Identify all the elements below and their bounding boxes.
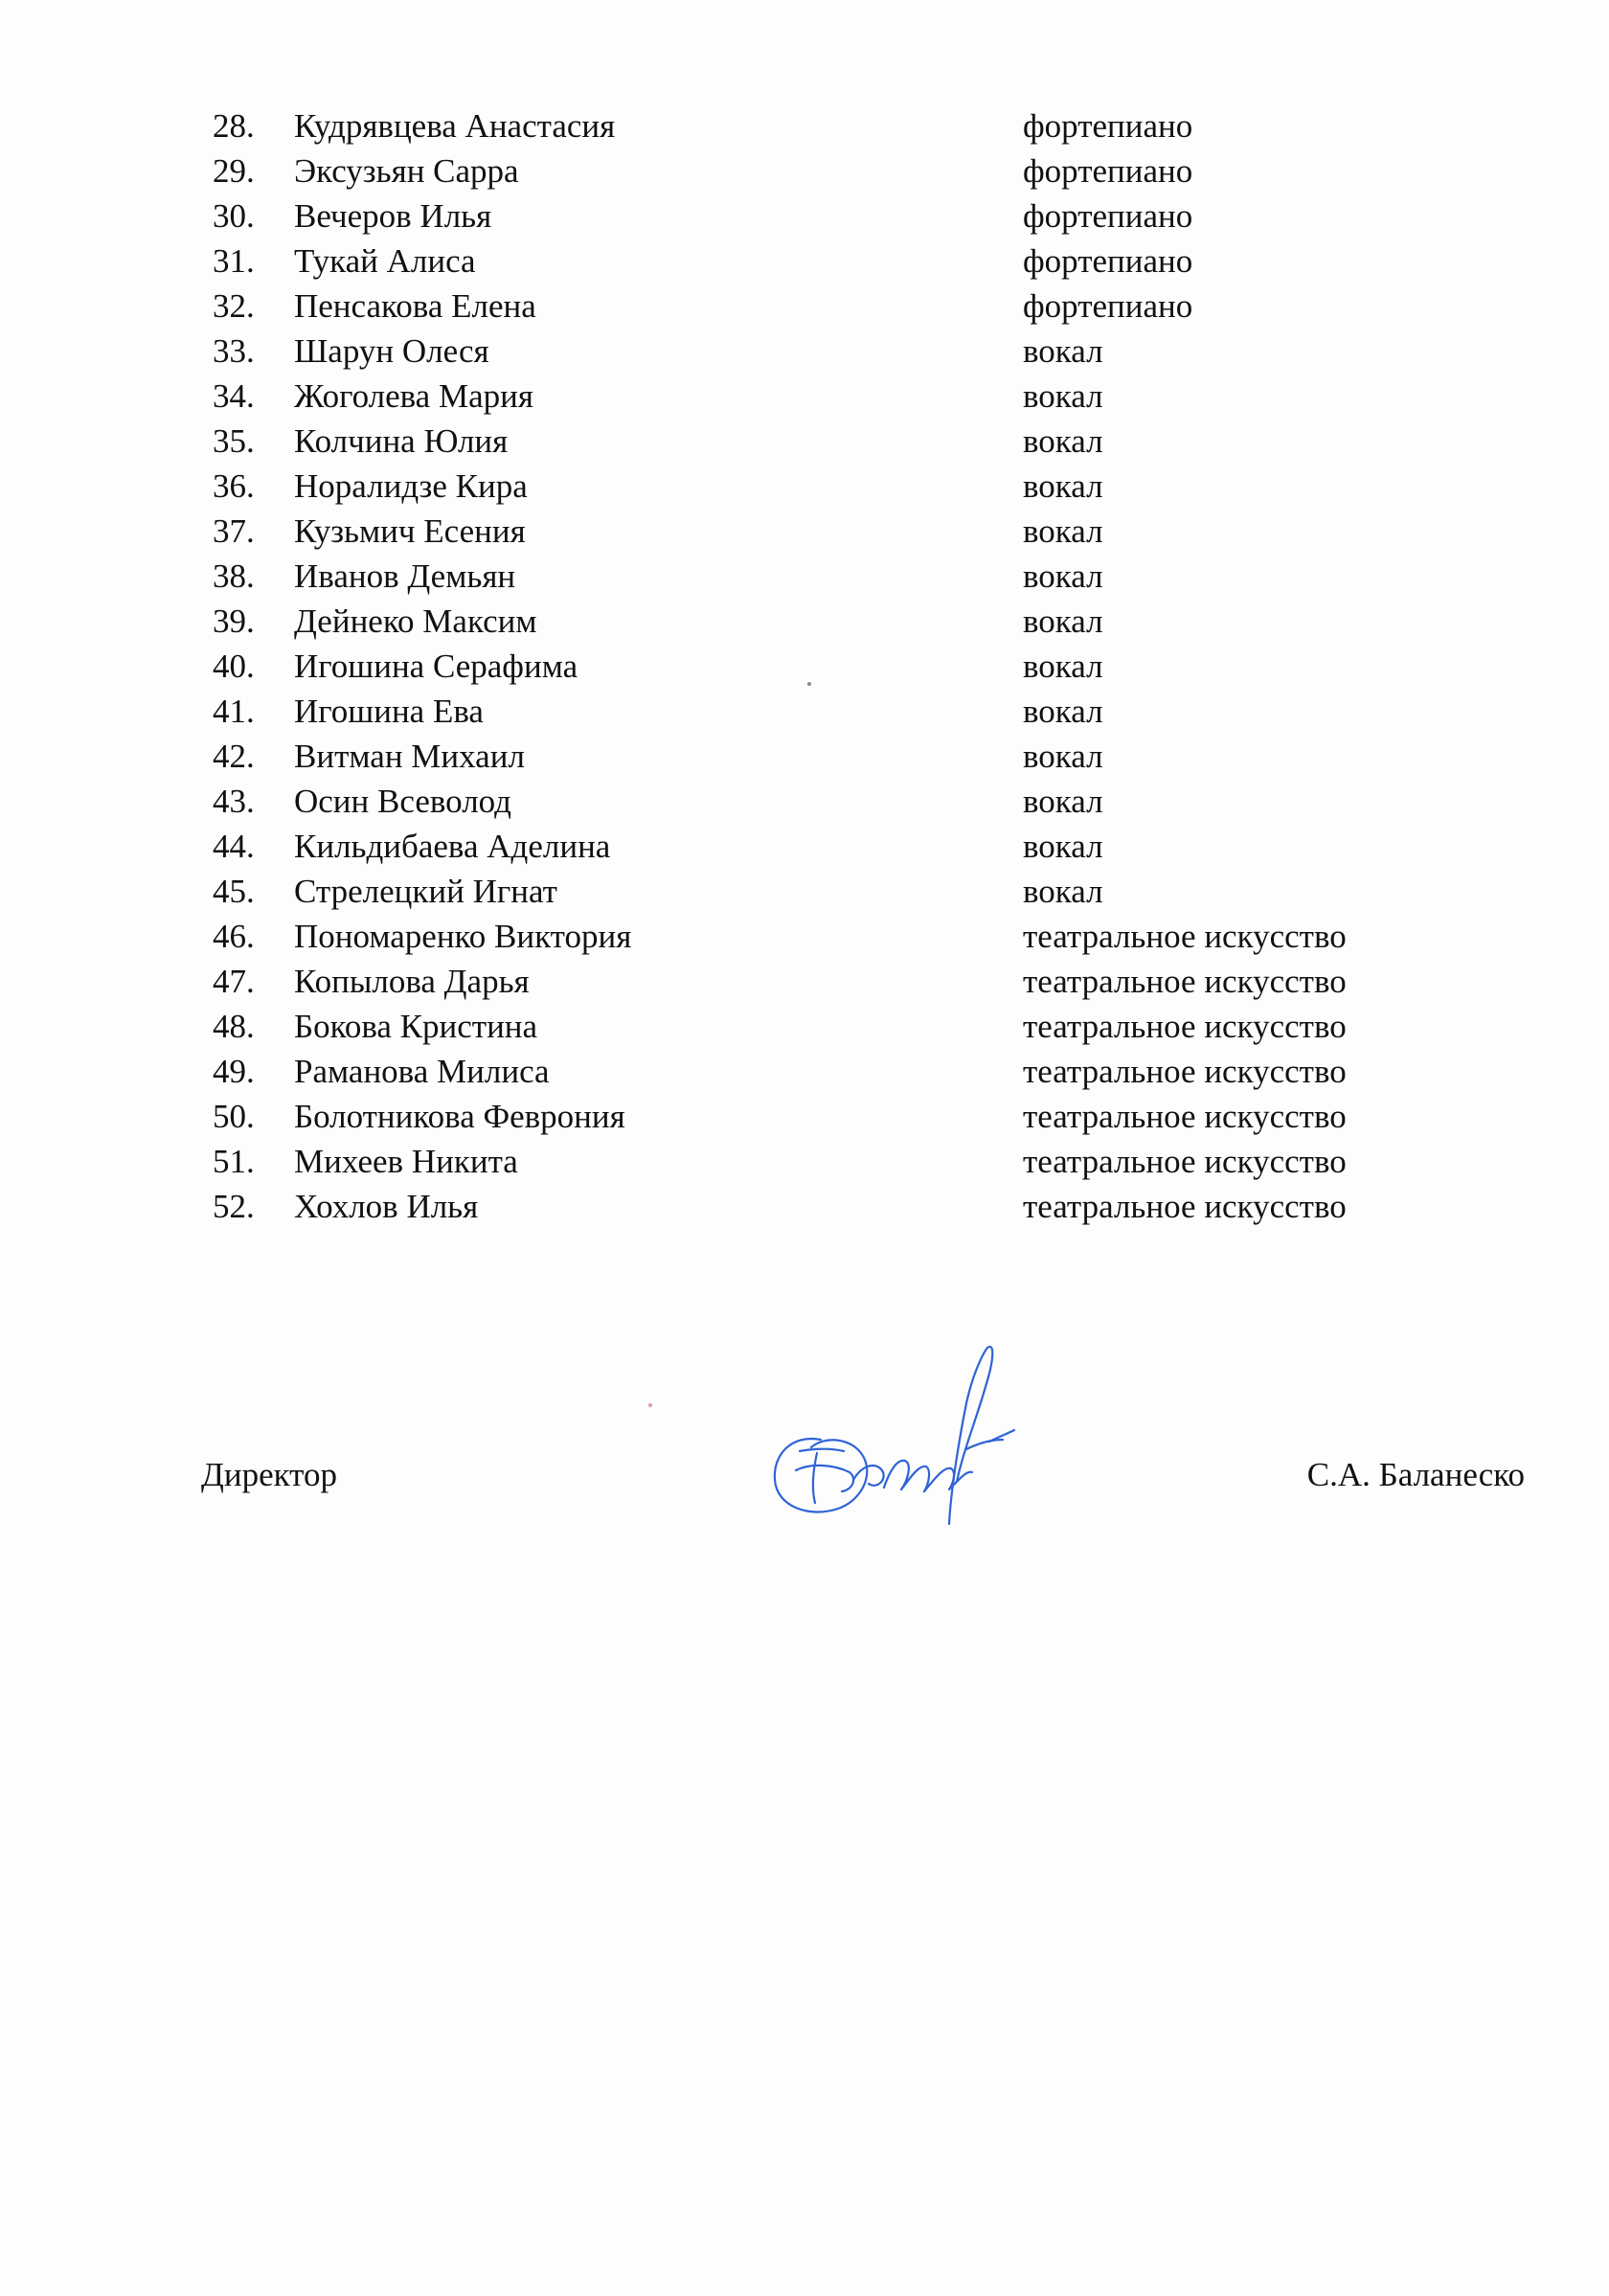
student-subject: фортепиано <box>1023 107 1193 145</box>
list-item <box>0 824 1609 869</box>
student-subject: вокал <box>1023 377 1103 415</box>
list-item-number: 40. <box>213 648 255 685</box>
student-subject: театральное искусство <box>1023 1098 1347 1135</box>
student-name: Пономаренко Виктория <box>294 918 632 955</box>
list-item-number: 52. <box>213 1188 255 1225</box>
student-name: Витман Михаил <box>294 738 525 775</box>
list-item-number: 38. <box>213 557 255 595</box>
student-name: Раманова Милиса <box>294 1053 550 1090</box>
list-item <box>0 1049 1609 1094</box>
student-name: Дейнеко Максим <box>294 602 537 640</box>
student-subject: театральное искусство <box>1023 918 1347 955</box>
student-name: Кильдибаева Аделина <box>294 828 611 865</box>
list-item-number: 50. <box>213 1098 255 1135</box>
list-item-number: 44. <box>213 828 255 865</box>
list-item-number: 46. <box>213 918 255 955</box>
student-name: Михеев Никита <box>294 1143 518 1180</box>
student-subject: вокал <box>1023 738 1103 775</box>
student-name: Кудрявцева Анастасия <box>294 107 616 145</box>
student-subject: вокал <box>1023 422 1103 460</box>
list-item-number: 45. <box>213 873 255 910</box>
list-item <box>0 1004 1609 1049</box>
student-name: Игошина Серафима <box>294 648 578 685</box>
student-subject: вокал <box>1023 467 1103 505</box>
list-item <box>0 374 1609 419</box>
student-name: Бокова Кристина <box>294 1008 538 1045</box>
list-item <box>0 509 1609 554</box>
list-item-number: 49. <box>213 1053 255 1090</box>
list-item <box>0 148 1609 193</box>
list-item-number: 34. <box>213 377 255 415</box>
student-subject: фортепиано <box>1023 197 1193 235</box>
student-subject: вокал <box>1023 693 1103 730</box>
student-subject: вокал <box>1023 512 1103 550</box>
list-item <box>0 329 1609 374</box>
list-item-number: 47. <box>213 963 255 1000</box>
student-name: Игошина Ева <box>294 693 484 730</box>
list-item <box>0 464 1609 509</box>
list-item-number: 32. <box>213 287 255 325</box>
list-item-number: 51. <box>213 1143 255 1180</box>
student-name: Эксузьян Сарра <box>294 152 519 190</box>
list-item <box>0 959 1609 1004</box>
list-item-number: 35. <box>213 422 255 460</box>
list-item <box>0 779 1609 824</box>
student-subject: вокал <box>1023 557 1103 595</box>
list-item <box>0 689 1609 734</box>
student-name: Пенсакова Елена <box>294 287 536 325</box>
list-item <box>0 734 1609 779</box>
list-item-number: 39. <box>213 602 255 640</box>
student-subject: фортепиано <box>1023 287 1193 325</box>
list-item-number: 36. <box>213 467 255 505</box>
student-subject: фортепиано <box>1023 152 1193 190</box>
scan-speck <box>648 1403 652 1407</box>
student-subject: вокал <box>1023 602 1103 640</box>
list-item <box>0 914 1609 959</box>
student-name: Копылова Дарья <box>294 963 530 1000</box>
list-item <box>0 239 1609 284</box>
list-item <box>0 599 1609 644</box>
list-item-number: 43. <box>213 783 255 820</box>
scan-speck <box>807 682 811 686</box>
list-item-number: 37. <box>213 512 255 550</box>
student-subject: театральное искусство <box>1023 1008 1347 1045</box>
list-item-number: 28. <box>213 107 255 145</box>
list-item-number: 33. <box>213 332 255 370</box>
director-title: Директор <box>201 1456 338 1493</box>
list-item-number: 30. <box>213 197 255 235</box>
list-item <box>0 1139 1609 1184</box>
student-subject: вокал <box>1023 648 1103 685</box>
list-item <box>0 554 1609 599</box>
director-name: С.А. Баланеско <box>1306 1456 1525 1493</box>
list-item <box>0 419 1609 464</box>
student-subject: вокал <box>1023 783 1103 820</box>
signature-block <box>0 1451 1609 1509</box>
list-item <box>0 644 1609 689</box>
student-subject: фортепиано <box>1023 242 1193 280</box>
student-subject: театральное искусство <box>1023 1188 1347 1225</box>
list-item-number: 41. <box>213 693 255 730</box>
student-name: Колчина Юлия <box>294 422 509 460</box>
student-name: Кузьмич Есения <box>294 512 526 550</box>
student-subject: вокал <box>1023 332 1103 370</box>
list-item <box>0 103 1609 148</box>
list-item <box>0 1184 1609 1229</box>
student-name: Стрелецкий Игнат <box>294 873 557 910</box>
student-name: Осин Всеволод <box>294 783 511 820</box>
list-item-number: 29. <box>213 152 255 190</box>
student-name: Болотникова Феврония <box>294 1098 625 1135</box>
list-item-number: 31. <box>213 242 255 280</box>
student-subject: театральное искусство <box>1023 963 1347 1000</box>
student-name: Тукай Алиса <box>294 242 476 280</box>
list-item <box>0 193 1609 239</box>
student-name: Иванов Демьян <box>294 557 516 595</box>
student-subject: вокал <box>1023 873 1103 910</box>
student-name: Хохлов Илья <box>294 1188 479 1225</box>
student-name: Вечеров Илья <box>294 197 492 235</box>
list-item <box>0 1094 1609 1139</box>
student-name: Жоголева Мария <box>294 377 533 415</box>
list-item-number: 42. <box>213 738 255 775</box>
student-name: Шарун Олеся <box>294 332 489 370</box>
student-subject: театральное искусство <box>1023 1143 1347 1180</box>
list-item <box>0 284 1609 329</box>
student-list <box>0 103 1609 1229</box>
student-name: Норалидзе Кира <box>294 467 528 505</box>
list-item-number: 48. <box>213 1008 255 1045</box>
student-subject: театральное искусство <box>1023 1053 1347 1090</box>
student-subject: вокал <box>1023 828 1103 865</box>
list-item <box>0 869 1609 914</box>
